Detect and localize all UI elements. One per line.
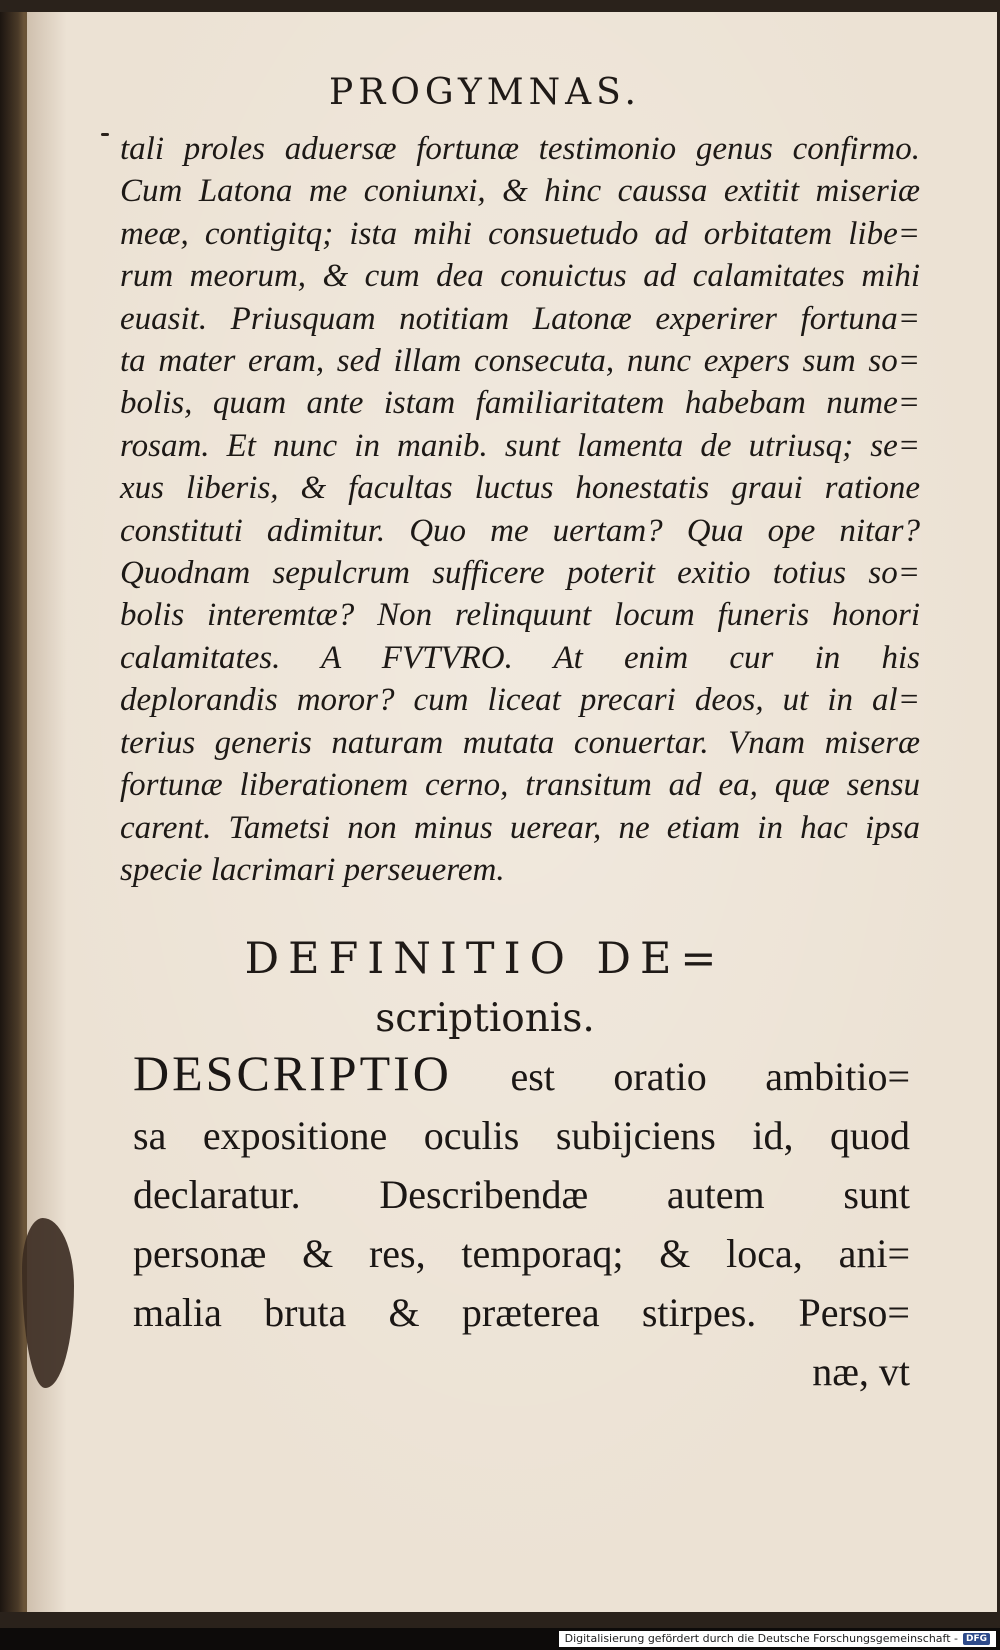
text-line — [133, 1044, 910, 1106]
text-line: constituti adimitur. Quo me uertam? Qua ope nitar? — [120, 512, 920, 549]
digitization-credit — [559, 1631, 996, 1647]
dfg-logo: DFG — [963, 1633, 990, 1645]
text-line: sa expositione oculis subijciens id, quod — [133, 1113, 910, 1158]
text-line: Cum Latona me coniunxi, & hinc caussa extitit miseriæ — [120, 173, 920, 210]
text-line: carent. Tametsi non minus uerear, ne etiam in hac ipsa — [120, 809, 920, 846]
text-line: bolis interemtæ? Non relinquunt locum funeris honori — [120, 597, 920, 634]
section-heading — [0, 932, 970, 1050]
text-line: terius generis naturam mutata conuertar. Vnam miseræ — [120, 724, 920, 761]
text-line: rosam. Et nunc in manib. sunt lamenta de utriusq; se= — [120, 427, 920, 464]
text-line: deplorandis moror? cum liceat precari deos, ut in al= — [120, 682, 920, 719]
italic-text-block — [120, 128, 920, 891]
text-line: malia bruta & præterea stirpes. Perso= — [133, 1290, 910, 1335]
text-line: declaratur. Describendæ autem sunt — [133, 1172, 910, 1217]
text-line: ta mater eram, sed illam consecuta, nunc expers sum so= — [120, 343, 920, 380]
section-heading-line-2: scriptionis. — [375, 996, 595, 1041]
initial-word: DESCRIPTIO — [133, 1045, 452, 1101]
text-line-rest: est oratio ambitio= — [510, 1054, 911, 1099]
text-line: bolis, quam ante istam familiaritatem habebam nume= — [120, 385, 920, 422]
section-heading-line-1: DEFINITIO DE= — [244, 934, 726, 984]
text-line: euasit. Priusquam notitiam Latonæ experirer fortuna= — [120, 300, 920, 337]
text-line: xus liberis, & facultas luctus honestatis graui ratione — [120, 470, 920, 507]
text-line: Quodnam sepulcrum sufficere poterit exitio totius so= — [120, 555, 920, 592]
credit-text: Digitalisierung gefördert durch die Deutsche Forschungsgemeinschaft - — [564, 1632, 958, 1645]
text-line: fortunæ liberationem cerno, transitum ad ea, quæ sensu — [120, 767, 920, 804]
margin-mark — [101, 133, 109, 136]
text-line: specie lacrimari perseuerem. — [120, 851, 505, 888]
running-head: PROGYMNAS. — [329, 72, 641, 113]
text-line: rum meorum, & cum dea conuictus ad calamitates mihi — [120, 258, 920, 295]
text-line: tali proles aduersæ fortunæ testimonio genus confirmo. — [120, 131, 920, 167]
text-line: personæ & res, temporaq; & loca, ani= — [133, 1231, 910, 1276]
text-line: calamitates. A FVTVRO. At enim cur in his — [120, 639, 920, 676]
text-line: meæ, contigitq; ista mihi consuetudo ad orbitatem libe= — [120, 215, 920, 252]
roman-text-block — [133, 1044, 910, 1401]
catchword: næ, vt — [812, 1349, 910, 1394]
